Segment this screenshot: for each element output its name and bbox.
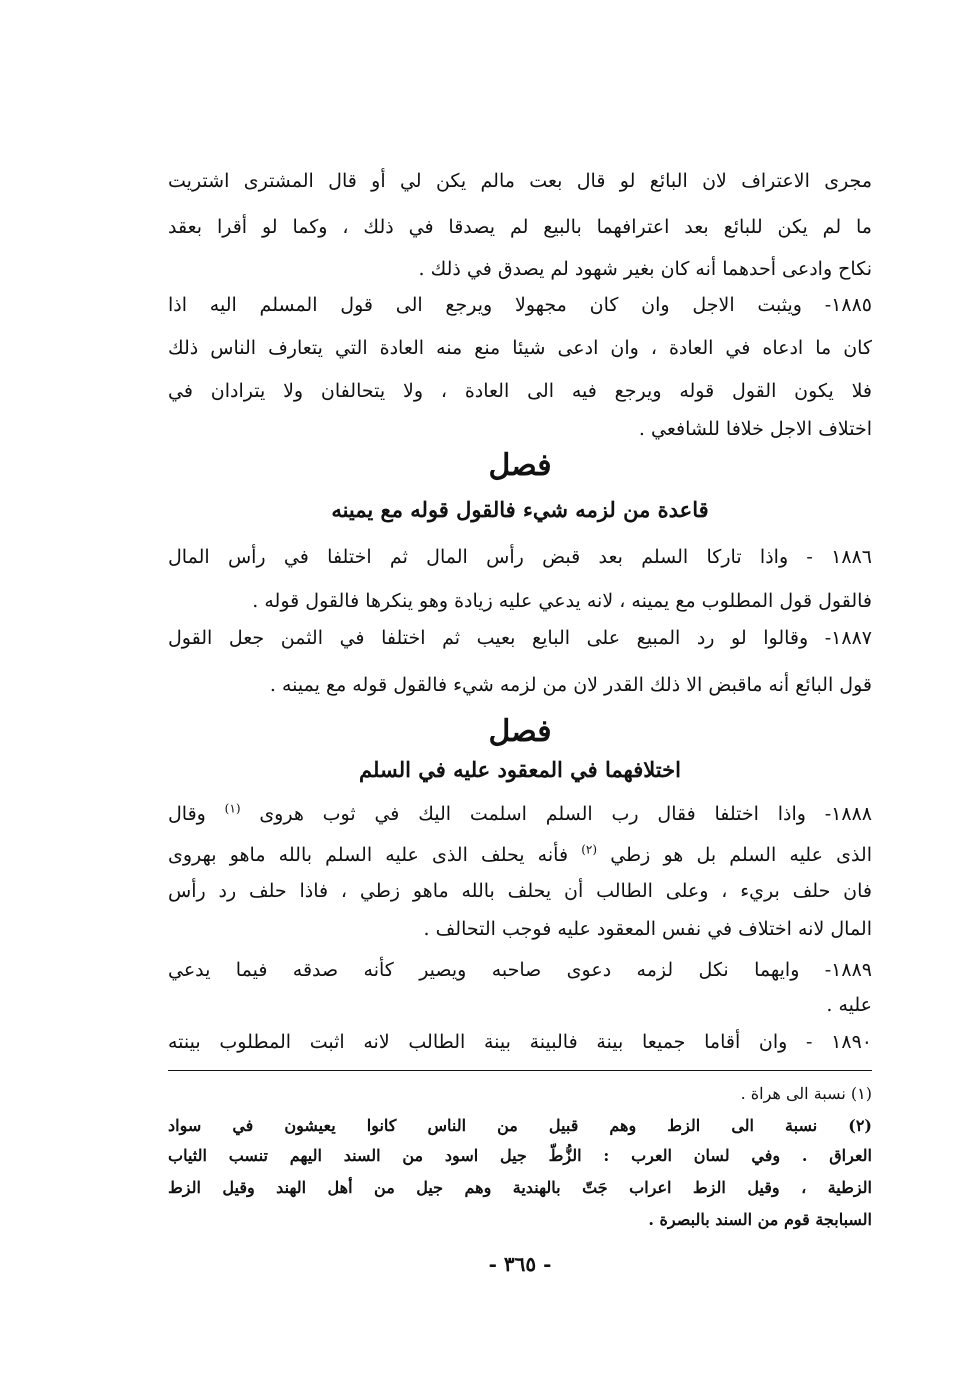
- footnote-divider: [168, 1070, 872, 1071]
- footnote: السبابجة قوم من السند بالبصرة .: [648, 1210, 872, 1229]
- body-line: ١٨٨٦ - واذا تاركا السلم بعد قبض رأس المال ثم اختلفا في رأس المال: [168, 546, 872, 568]
- body-line: ١٨٩٠ - وان أقاما جميعا بينة فالبينة بينة الطالب لانه اثبت المطلوب بينته: [168, 1031, 872, 1053]
- body-text: ١٨٨٨- واذا اختلفا فقال رب السلم اسلمت اليك في ثوب هروى: [259, 803, 872, 825]
- body-line: فلا يكون القول قوله ويرجع فيه الى العادة ، ولا يتحالفان ولا يترادان في: [168, 380, 872, 402]
- body-line: كان ما ادعاه في العادة ، وان ادعى شيئا منع منه العادة التي يتعارف الناس ذلك: [168, 337, 872, 359]
- body-text: فأنه يحلف الذى عليه السلم بالله ماهو بهروى: [168, 844, 569, 866]
- body-line: ١٨٨٧- وقالوا لو رد المبيع على البايع بعيب ثم اختلفا في الثمن جعل القول: [168, 627, 872, 649]
- body-line: نكاح وادعى أحدهما أنه كان بغير شهود لم يصدق في ذلك .: [418, 258, 872, 280]
- body-line: ما لم يكن للبائع بعد اعترافهما بالبيع لم يصدقا في ذلك ، وكما لو أقرا بعقد: [168, 216, 872, 238]
- footnote: (١) نسبة الى هراة .: [740, 1084, 872, 1103]
- body-line: قول البائع أنه ماقبض الا ذلك القدر لان من لزمه شيء فالقول قوله مع يمينه .: [269, 674, 872, 696]
- body-text: وقال: [168, 803, 206, 825]
- body-line: عليه .: [826, 994, 872, 1016]
- body-line: مجرى الاعتراف لان البائع لو قال بعت مالم يكن لي أو قال المشترى اشتريت: [168, 170, 872, 192]
- footnote: العراق . وفي لسان العرب : الزُّطّ جيل اسود من السند اليهم تنسب الثياب: [168, 1146, 872, 1165]
- body-line: المال لانه اختلاف في نفس المعقود عليه فوجب التحالف .: [423, 918, 872, 940]
- body-line: ١٨٨٩- وايهما نكل لزمه دعوى صاحبه ويصير كأنه صدقه فيما يدعي: [168, 959, 872, 981]
- body-line: فان حلف بريء ، وعلى الطالب أن يحلف بالله ماهو زطي ، فاذا حلف رد رأس: [168, 880, 872, 902]
- body-line: ١٨٨٥- ويثبت الاجل وان كان مجهولا ويرجع الى قول المسلم اليه اذا: [168, 294, 872, 316]
- section-title: فصل: [488, 714, 552, 749]
- body-line: [168, 840, 872, 872]
- footnote: (٢) نسبة الى الزط وهم قبيل من الناس كانوا يعيشون في سواد: [168, 1116, 872, 1135]
- section-subtitle: اختلافهما في المعقود عليه في السلم: [359, 757, 681, 782]
- body-line: اختلاف الاجل خلافا للشافعي .: [638, 418, 872, 440]
- body-line: فالقول قول المطلوب مع يمينه ، لانه يدعي عليه زيادة وهو ينكرها فالقول قوله .: [252, 590, 872, 612]
- body-text: الذى عليه السلم بل هو زطي: [610, 844, 872, 866]
- section-subtitle: قاعدة من لزمه شيء فالقول قوله مع يمينه: [331, 497, 709, 522]
- body-line: [168, 799, 872, 831]
- footnote-mark: (٢): [581, 842, 598, 857]
- page-number: - ٣٦٥ -: [488, 1252, 552, 1276]
- footnote: الزطية ، وقيل الزط اعراب جَتّ بالهندية وهم جيل من أهل الهند وقيل الزط: [168, 1178, 872, 1197]
- footnote-mark: (١): [224, 801, 241, 816]
- section-title: فصل: [488, 448, 552, 483]
